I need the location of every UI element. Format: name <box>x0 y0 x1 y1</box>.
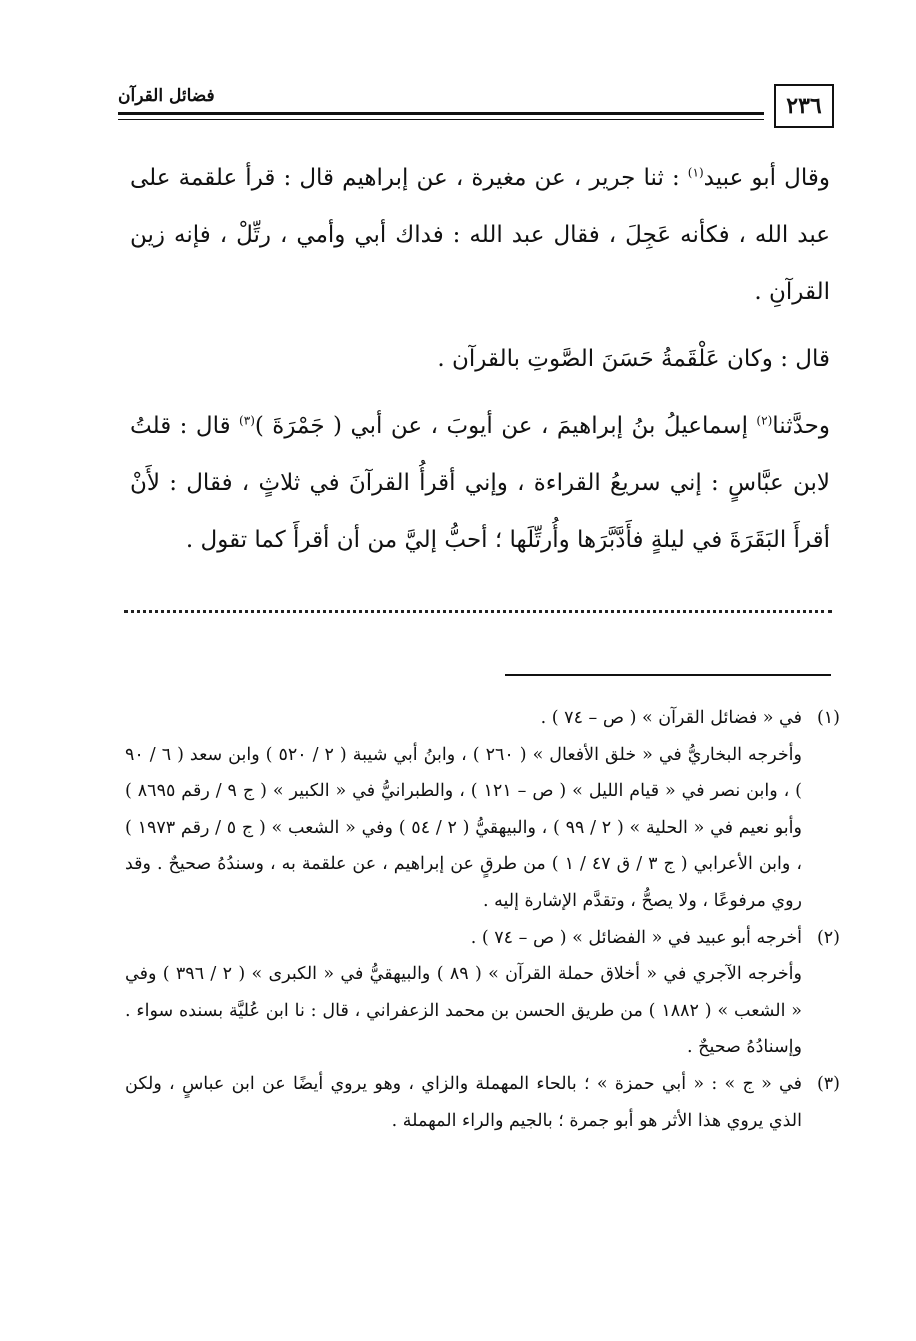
paragraph-text: وقال أبو عبيد <box>703 165 830 191</box>
paragraph-text: قال : وكان عَلْقَمةُ حَسَنَ الصَّوتِ بالقرآن . <box>437 346 830 372</box>
footnote <box>125 1066 840 1139</box>
footnote-text: أخرجه أبو عبيد في « الفضائل » ( ص – ٧٤ ) . <box>470 927 802 948</box>
footnote-number: (٢) <box>816 927 840 948</box>
paragraph-text: وحدَّثنا <box>772 413 830 439</box>
footnote-text: في « ج » : « أبي حمزة » ؛ بالحاء المهملة والزاي ، وهو يروي أيضًا عن ابن عباسٍ ، ولكن الذي يروي هذا الأثر هو أبو جمرة ؛ بالجيم والراء المهملة . <box>125 1073 802 1131</box>
footnote-reference: (٣) <box>239 413 255 428</box>
footnote-rule <box>505 674 831 676</box>
footnote-reference: (١) <box>687 165 704 180</box>
footnote <box>125 700 840 920</box>
header-rule-thin <box>118 119 764 120</box>
page-header <box>118 82 834 138</box>
main-text <box>130 150 830 569</box>
footnote-text: في « فضائل القرآن » ( ص – ٧٤ ) . <box>540 708 802 728</box>
paragraph-text: : ثنا جرير ، عن مغيرة ، عن إبراهيم قال : قرأ علقمة على عبد الله ، فكأنه عَجِلَ ، فقال عبد الله : فداك أبي وأمي ، رتِّلْ ، فإنه زين القرآنِ . <box>130 165 830 305</box>
footnote-text: وأخرجه البخاريُّ في « خلق الأفعال » ( ٢٦٠ ) ، وابنُ أبي شيبة ( ٢ / ٥٢٠ ) وابن سعد ( ٦ / ٩٠ ) ، وابن نصر في « قيام الليل » ( ص – ١٢١ ) ، والطبرانيُّ في « الكبير » ( ج ٩ / رقم ٨٦٩٥ ) وأبو نعيم في « الحلية » ( ٢ / ٩٩ ) ، والبيهقيُّ ( ٢ / ٥٤ ) وفي « الشعب » ( ج ٥ / رقم ١٩٧٣ ) ، وابن الأعرابي ( ج ٣ / ق ٤٧ / ١ ) من طرقٍ عن إبراهيم ، عن علقمة به ، وسندُهُ صحيحٌ . وقد روي مرفوعًا ، ولا يصحُّ ، وتقدَّم الإشارة إليه . <box>125 744 802 911</box>
page-number: ٢٣٦ <box>774 84 834 128</box>
footnote-body <box>125 920 802 1066</box>
footnotes <box>125 700 840 1139</box>
footnote-number: (٣) <box>816 1073 840 1094</box>
dotted-separator <box>124 610 832 613</box>
paragraph <box>130 150 830 321</box>
footnote-text: وأخرجه الآجري في « أخلاق حملة القرآن » ( ٨٩ ) والبيهقيُّ في « الكبرى » ( ٢ / ٣٩٦ ) وفي « الشعب » ( ١٨٨٢ ) من طريق الحسن بن محمد الزعفراني ، قال : نا ابن عُليَّة بسنده سواء . وإسنادُهُ صحيحٌ . <box>125 964 802 1058</box>
running-title: فضائل القرآن <box>118 86 215 106</box>
footnote-body <box>125 1066 802 1139</box>
header-rule-thick <box>118 112 764 115</box>
paragraph-text: إسماعيلُ بنُ إبراهيمَ ، عن أيوبَ ، عن أبي ( جَمْرَةَ ) <box>254 413 757 439</box>
footnote-number: (١) <box>816 708 840 728</box>
paragraph <box>130 331 830 388</box>
footnote-body <box>125 700 802 920</box>
footnote <box>125 920 840 1066</box>
paragraph <box>130 398 830 569</box>
paragraph-text: قال : قلتُ لابن عبَّاسٍ : إني سريعُ القراءة ، وإني أقرأُ القرآنَ في ثلاثٍ ، فقال : لأَنْ أقرأَ البَقَرَةَ في ليلةٍ فأَدَّبَّرَها وأُرتِّلَها ؛ أحبُّ إليَّ من أن أقرأَ كما تقول . <box>130 413 830 553</box>
footnote-reference: (٢) <box>756 413 773 428</box>
